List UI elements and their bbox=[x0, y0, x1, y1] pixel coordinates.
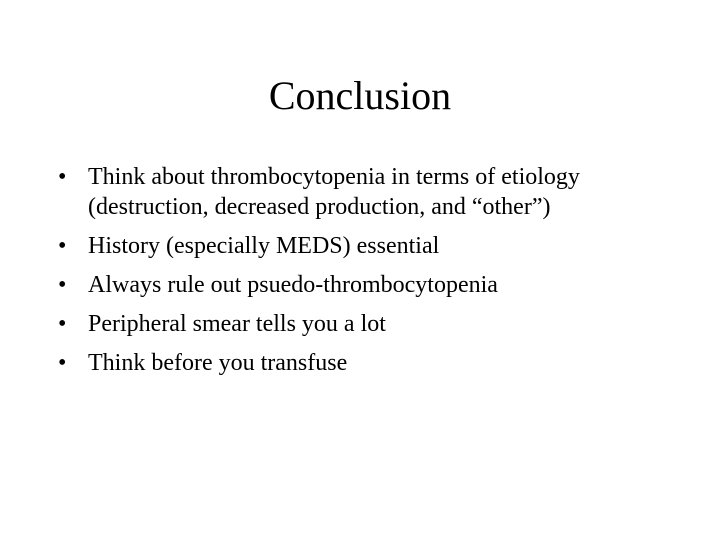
bullet-item bbox=[58, 348, 618, 378]
bullet-dot-icon: • bbox=[58, 272, 67, 298]
bullet-item bbox=[58, 270, 618, 300]
bullet-list bbox=[58, 162, 618, 387]
bullet-text: Think about thrombocytopenia in terms of etiology (destruction, decreased production, and “other”) bbox=[88, 164, 580, 220]
bullet-item bbox=[58, 309, 618, 339]
bullet-dot-icon: • bbox=[58, 311, 67, 337]
slide-title: Conclusion bbox=[268, 73, 452, 118]
bullet-dot-icon: • bbox=[58, 164, 67, 190]
bullet-text: Always rule out psuedo-thrombocytopenia bbox=[88, 272, 498, 298]
bullet-text: Peripheral smear tells you a lot bbox=[88, 311, 386, 337]
bullet-item bbox=[58, 231, 618, 261]
bullet-dot-icon: • bbox=[58, 350, 67, 376]
bullet-dot-icon: • bbox=[58, 233, 67, 259]
bullet-item bbox=[58, 162, 618, 222]
bullet-text: Think before you transfuse bbox=[88, 350, 348, 376]
bullet-text: History (especially MEDS) essential bbox=[88, 233, 440, 259]
